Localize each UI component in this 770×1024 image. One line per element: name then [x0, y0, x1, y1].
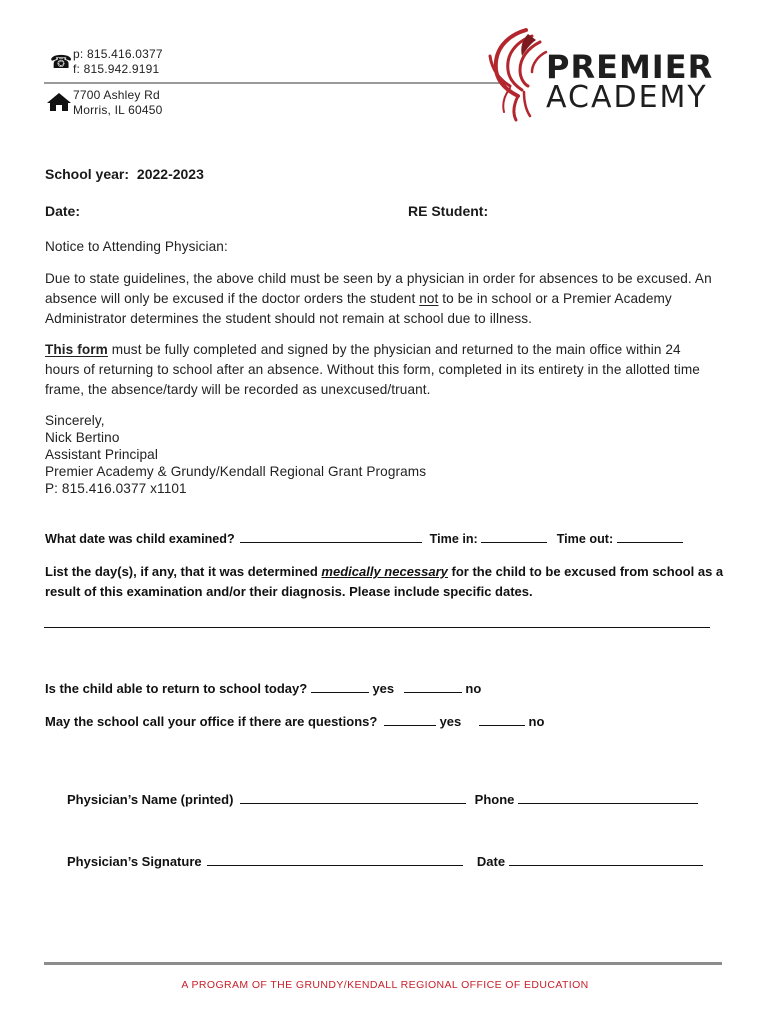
signoff-title: Assistant Principal — [45, 447, 158, 462]
call-question-row — [45, 713, 544, 729]
footer-program-text: A PROGRAM OF THE GRUNDY/KENDALL REGIONAL OFFICE OF EDUCATION — [181, 979, 589, 991]
days-q-part2: for the child to be excused from school as a result of this examination and/or their diagnosis. Please include specific dates. — [45, 564, 724, 599]
logo-premier: PREMIER — [546, 48, 714, 86]
call-yes-field[interactable] — [384, 713, 436, 726]
fax-number: f: 815.942.9191 — [73, 62, 160, 76]
physician-name-label: Physician’s Name (printed) — [67, 792, 234, 807]
school-year-label: School year: — [45, 166, 130, 182]
phone-number: p: 815.416.0377 — [73, 47, 163, 61]
call-no-label: no — [528, 714, 545, 729]
address-block — [73, 88, 162, 118]
para1-not: not — [419, 291, 439, 306]
para1-part2: to be in school or a Premier Academy Administrator determines the student should not remain at school due to illness. — [45, 291, 672, 326]
exam-time-row — [45, 530, 683, 546]
home-icon — [46, 92, 72, 112]
return-yes-label: yes — [372, 681, 395, 696]
signature-date-field[interactable] — [509, 853, 703, 866]
school-year-value: 2022-2023 — [136, 166, 204, 182]
signoff-name: Nick Bertino — [45, 430, 120, 445]
exam-date-field[interactable] — [240, 530, 422, 543]
para2-this-form: This form — [45, 342, 108, 357]
return-no-field[interactable] — [404, 680, 462, 693]
physician-signature-row — [67, 853, 703, 869]
signoff-closing: Sincerely, — [45, 413, 105, 428]
call-yes-label: yes — [439, 714, 462, 729]
time-out-field[interactable] — [617, 530, 683, 543]
address-line-1: 7700 Ashley Rd — [73, 88, 160, 102]
notice-paragraph-2 — [45, 340, 710, 400]
notice-paragraph-1 — [45, 269, 735, 329]
physician-phone-field[interactable] — [518, 791, 698, 804]
signature-date-label: Date — [476, 854, 506, 869]
para1-part1: Due to state guidelines, the above child must be seen by a physician in order for absences to be excused. An absence will only be excused if the doctor orders the student — [45, 271, 712, 306]
time-in-field[interactable] — [481, 530, 547, 543]
signoff-org: Premier Academy & Grundy/Kendall Regional Grant Programs — [45, 464, 427, 479]
return-question: Is the child able to return to school today? — [45, 681, 308, 696]
time-in-label: Time in: — [429, 532, 478, 546]
excused-days-field[interactable] — [44, 627, 710, 628]
physician-phone-label: Phone — [474, 792, 515, 807]
days-q-emphasis: medically necessary — [321, 564, 448, 579]
signoff-phone: P: 815.416.0377 x1101 — [45, 481, 187, 496]
school-year-line — [45, 166, 204, 182]
logo-academy: ACADEMY — [546, 80, 708, 115]
return-question-row — [45, 680, 481, 696]
excused-days-question — [45, 562, 735, 602]
days-q-part1: List the day(s), if any, that it was determined — [45, 564, 322, 579]
notice-heading: Notice to Attending Physician: — [45, 239, 228, 254]
physician-signature-label: Physician’s Signature — [67, 854, 202, 869]
contact-phone-block — [73, 47, 163, 77]
phoenix-icon — [486, 26, 554, 122]
physician-name-row — [67, 791, 698, 807]
physician-name-field[interactable] — [240, 791, 466, 804]
footer-divider — [44, 962, 722, 965]
physician-signature-field[interactable] — [207, 853, 463, 866]
call-no-field[interactable] — [479, 713, 525, 726]
address-line-2: Morris, IL 60450 — [73, 103, 163, 117]
para2-rest: must be fully completed and signed by the physician and returned to the main office within 24 hours of returning to school after an absence. Without this form, completed in its entirety in the allotted time frame, the absence/tardy will be recorded as unexcused/truant. — [45, 342, 700, 397]
call-question: May the school call your office if there are questions? — [45, 714, 378, 729]
date-label: Date: — [45, 203, 81, 219]
return-yes-field[interactable] — [311, 680, 369, 693]
time-out-label: Time out: — [556, 532, 614, 546]
return-no-label: no — [465, 681, 482, 696]
student-label: RE Student: — [408, 203, 489, 219]
signoff-block — [45, 412, 426, 497]
telephone-icon: ☎ — [50, 52, 73, 72]
exam-date-question: What date was child examined? — [45, 532, 235, 546]
header-divider — [44, 82, 500, 84]
